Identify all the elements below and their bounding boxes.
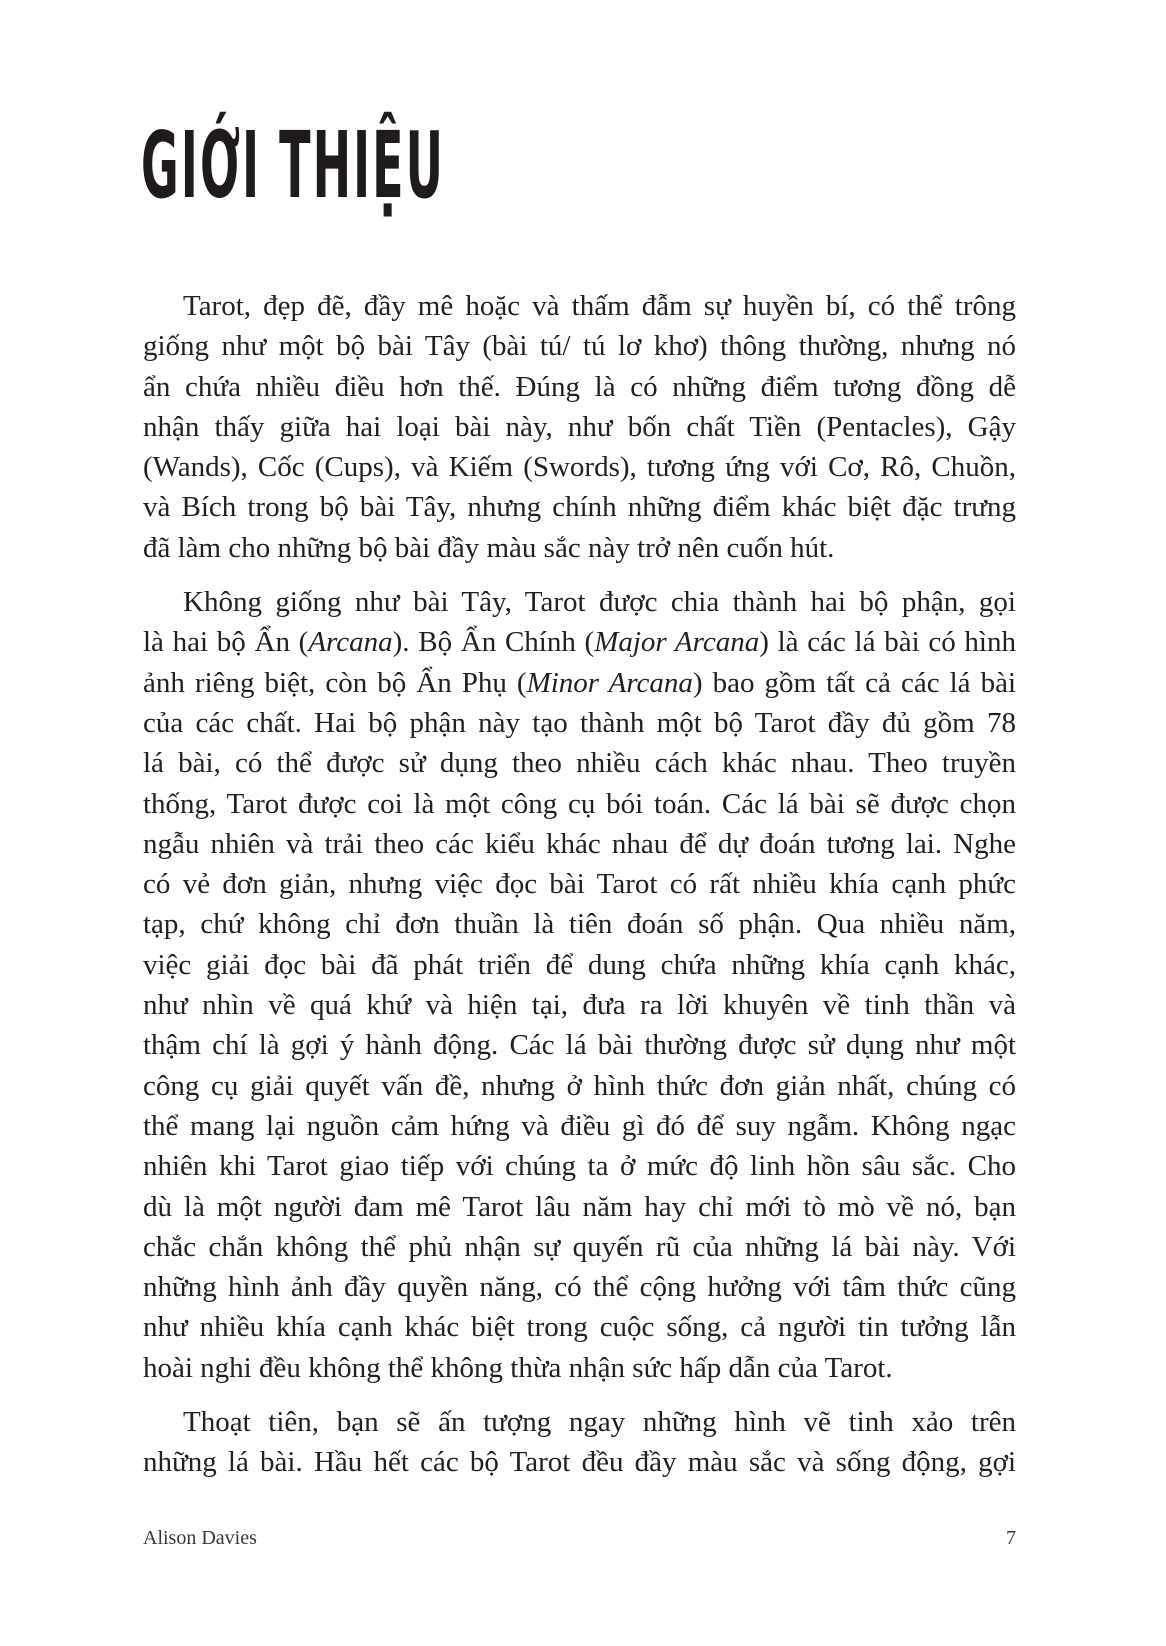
text-line [143, 663, 1016, 703]
text-segment: nhận thấy giữa hai loại bài này, như bốn chất Tiền (Pentacles), Gậy [143, 410, 1016, 443]
footer-author: Alison Davies [143, 1527, 257, 1549]
text-line [143, 743, 1016, 783]
text-line [143, 1187, 1016, 1227]
text-segment: việc giải đọc bài đã phát triển để dung chứa những khía cạnh khác, [143, 948, 1016, 981]
text-segment: của các chất. Hai bộ phận này tạo thành một bộ Tarot đầy đủ gồm 78 [143, 706, 1016, 739]
text-segment: có vẻ đơn giản, nhưng việc đọc bài Tarot có rất nhiều khía cạnh phức [143, 868, 1016, 901]
body-text [143, 286, 1016, 1497]
text-segment: Tarot, đẹp đẽ, đầy mê hoặc và thấm đẫm sự huyền bí, có thể trông [183, 290, 1016, 322]
text-segment: và Bích trong bộ bài Tây, nhưng chính những điểm khác biệt đặc trưng [143, 491, 1016, 524]
text-segment: là hai bộ Ẩn ( [143, 626, 309, 659]
paragraph [143, 286, 1016, 568]
text-line [143, 985, 1016, 1025]
text-line [143, 1146, 1016, 1186]
text-segment: dù là một người đam mê Tarot lâu năm hay chỉ mới tò mò về nó, bạn [143, 1190, 1016, 1223]
text-segment: ảnh riêng biệt, còn bộ Ẩn Phụ ( [143, 666, 527, 699]
text-segment: như nhiều khía cạnh khác biệt trong cuộc sống, cả người tin tưởng lẫn [143, 1311, 1016, 1344]
text-line [143, 1227, 1016, 1267]
text-segment: như nhìn về quá khứ và hiện tại, đưa ra lời khuyên về tinh thần và [143, 989, 1016, 1022]
text-line [143, 1025, 1016, 1065]
text-segment: giống như một bộ bài Tây (bài tú/ tú lơ khơ) thông thường, nhưng nó [143, 330, 1016, 363]
text-segment: chắc chắn không thể phủ nhận sự quyến rũ của những lá bài này. Với [143, 1230, 1016, 1263]
text-segment: những lá bài. Hầu hết các bộ Tarot đều đầy màu sắc và sống động, gợi [143, 1446, 1016, 1479]
text-segment: nhiên khi Tarot giao tiếp với chúng ta ở mức độ linh hồn sâu sắc. Cho [143, 1150, 1016, 1183]
text-segment: hoài nghi đều không thể không thừa nhận sức hấp dẫn của Tarot. [143, 1351, 893, 1384]
paragraph [143, 582, 1016, 1388]
text-line [143, 286, 1016, 326]
italic-term: Minor Arcana [526, 666, 693, 699]
text-line [143, 326, 1016, 366]
text-segment: ). Bộ Ẩn Chính ( [392, 626, 595, 659]
text-segment: lá bài, có thể được sử dụng theo nhiều cách khác nhau. Theo truyền [143, 747, 1016, 780]
text-segment: ẩn chứa nhiều điều hơn thế. Đúng là có những điểm tương đồng dễ [143, 370, 1016, 403]
text-line [143, 904, 1016, 944]
text-line [143, 864, 1016, 904]
text-segment: Không giống như bài Tây, Tarot được chia thành hai bộ phận, gọi [183, 586, 1016, 619]
chapter-title: GIỚI THIỆU [141, 112, 445, 219]
text-segment: đã làm cho những bộ bài đầy màu sắc này trở nên cuốn hút. [143, 531, 835, 564]
text-line [143, 1307, 1016, 1347]
paragraphs-container [143, 286, 1016, 1483]
text-line [143, 1442, 1016, 1482]
text-line [143, 1106, 1016, 1146]
text-segment: thậm chí là gợi ý hành động. Các lá bài thường được sử dụng như một [143, 1029, 1016, 1062]
italic-term: Arcana [308, 626, 393, 659]
text-line [143, 824, 1016, 864]
text-line [143, 1348, 1016, 1388]
text-line [143, 1267, 1016, 1307]
text-line [143, 528, 1016, 568]
text-line [143, 784, 1016, 824]
text-line [143, 447, 1016, 487]
text-segment: ) bao gồm tất cả các lá bài [692, 666, 1017, 699]
italic-term: Major Arcana [594, 626, 760, 659]
text-segment: những hình ảnh đầy quyền năng, có thể cộng hưởng với tâm thức cũng [143, 1271, 1016, 1304]
text-line [143, 582, 1016, 622]
text-line [143, 622, 1016, 662]
text-line [143, 407, 1016, 447]
text-line [143, 367, 1016, 407]
text-line [143, 1066, 1016, 1106]
text-line [143, 703, 1016, 743]
paragraph [143, 1402, 1016, 1483]
text-segment: công cụ giải quyết vấn đề, nhưng ở hình thức đơn giản nhất, chúng có [143, 1069, 1016, 1102]
text-segment: ngẫu nhiên và trải theo các kiểu khác nhau để dự đoán tương lai. Nghe [143, 827, 1016, 860]
text-line [143, 1402, 1016, 1442]
text-segment: ) là các lá bài có hình [759, 626, 1016, 659]
text-segment: (Wands), Cốc (Cups), và Kiếm (Swords), tương ứng với Cơ, Rô, Chuồn, [143, 451, 1016, 484]
text-line [143, 945, 1016, 985]
text-segment: thống, Tarot được coi là một công cụ bói toán. Các lá bài sẽ được chọn [143, 787, 1016, 820]
text-line [143, 487, 1016, 527]
text-segment: Thoạt tiên, bạn sẽ ấn tượng ngay những hình vẽ tinh xảo trên [183, 1406, 1016, 1439]
text-segment: thể mang lại nguồn cảm hứng và điều gì đó để suy ngẫm. Không ngạc [143, 1109, 1016, 1142]
page-number: 7 [1006, 1527, 1016, 1549]
text-segment: tạp, chứ không chỉ đơn thuần là tiên đoán số phận. Qua nhiều năm, [143, 908, 1016, 941]
